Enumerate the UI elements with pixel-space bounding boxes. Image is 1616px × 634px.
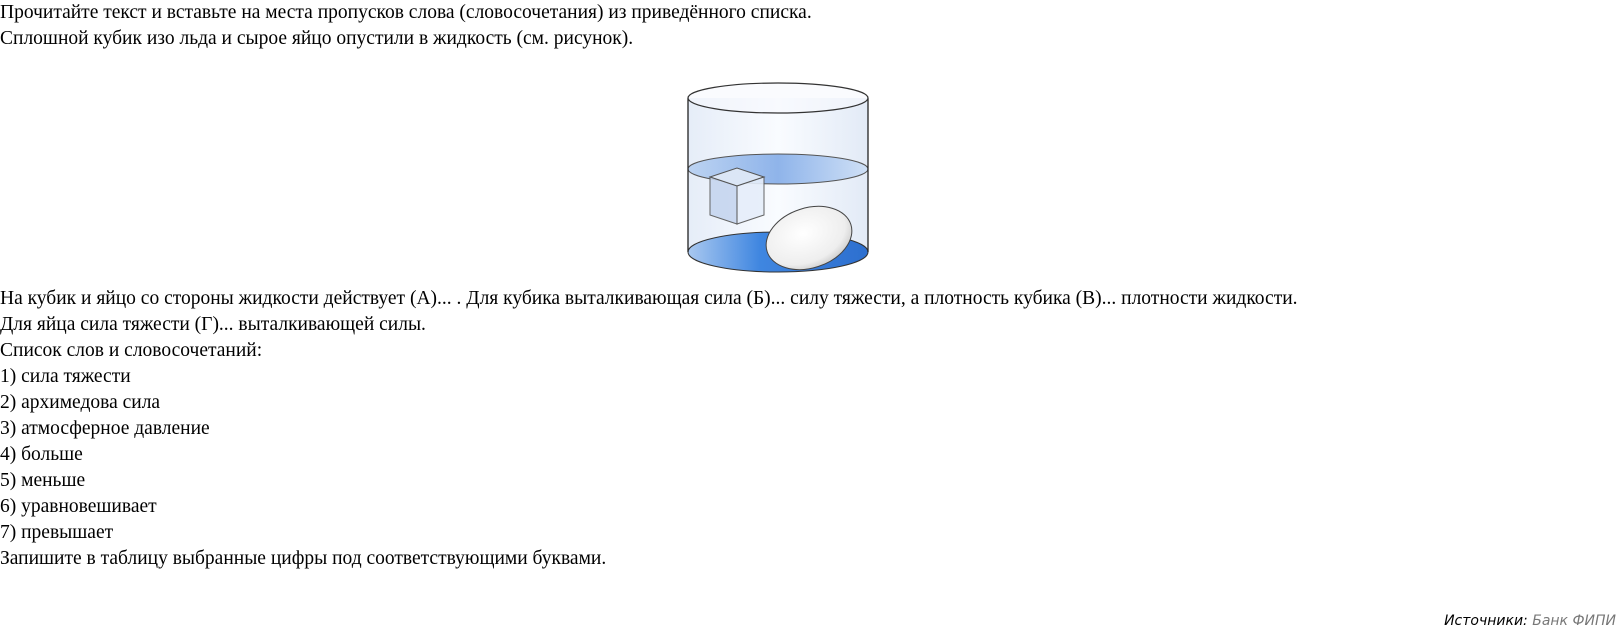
setup-text: Сплошной кубик изо льда и сырое яйцо опустили в жидкость (см. рисунок). xyxy=(0,28,634,49)
ice-cube xyxy=(710,168,764,224)
option-1: 1) сила тяжести xyxy=(0,366,131,387)
word-list-title: Список слов и словосочетаний: xyxy=(0,340,263,361)
source-attribution xyxy=(1444,612,1616,630)
question-text-line-1: На кубик и яйцо со стороны жидкости действует (А)... . Для кубика выталкивающая сила (Б)... силу тяжести, а плотность кубика (В)... плотности жидкости. xyxy=(0,288,1298,309)
option-5: 5) меньше xyxy=(0,470,86,491)
option-2: 2) архимедова сила xyxy=(0,392,161,413)
closing-instruction: Запишите в таблицу выбранные цифры под соответствующими буквами. xyxy=(0,548,607,569)
option-6: 6) уравновешивает xyxy=(0,496,157,517)
instruction-text: Прочитайте текст и вставьте на места пропусков слова (словосочетания) из приведённого списка. xyxy=(0,2,812,23)
question-text-line-2: Для яйца сила тяжести (Г)... выталкивающей силы. xyxy=(0,314,426,335)
option-3: 3) атмосферное давление xyxy=(0,418,210,439)
option-7: 7) превышает xyxy=(0,522,114,543)
glass-with-ice-cube-and-egg-figure xyxy=(684,80,874,280)
source-link[interactable]: Банк ФИПИ xyxy=(1532,613,1616,629)
source-label: Источники: xyxy=(1444,613,1528,629)
option-4: 4) больше xyxy=(0,444,83,465)
